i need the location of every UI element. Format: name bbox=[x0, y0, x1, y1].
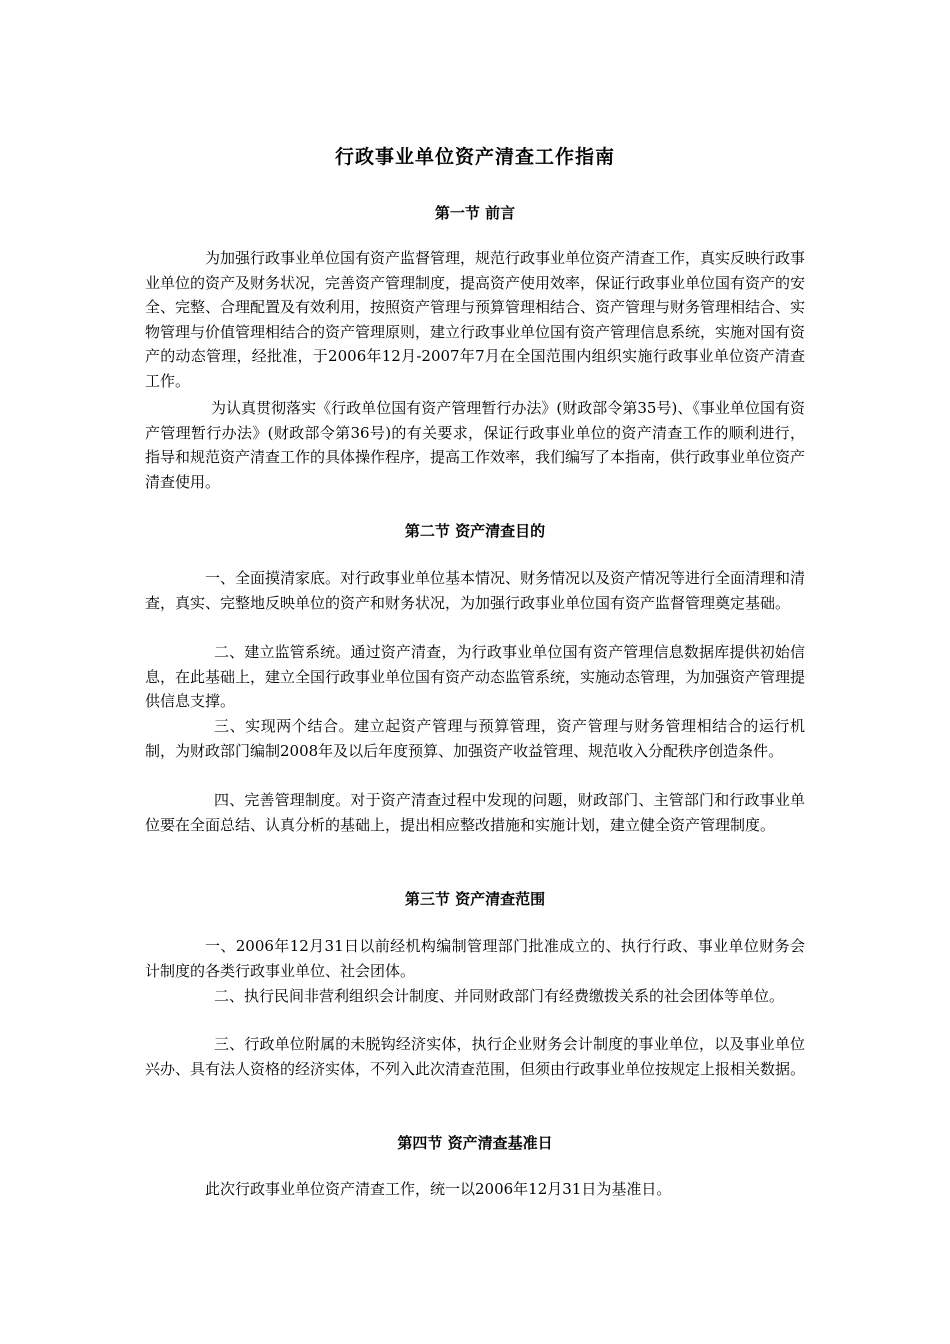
section-4-paragraph-1: 此次行政事业单位资产清查工作，统一以2006年12月31日为基准日。 bbox=[205, 1180, 672, 1198]
section-2-paragraph-3: 三、实现两个结合。建立起资产管理与预算管理，资产管理与财务管理相结合的运行机制，为财政部门编制2008年及以后年度预算、加强资产收益管理、规范收入分配秩序创造条件。 bbox=[145, 717, 805, 760]
section-1-paragraph-2: 为认真贯彻落实《行政单位国有资产管理暂行办法》(财政部令第35号)、《事业单位国有资产管理暂行办法》(财政部令第36号)的有关要求，保证行政事业单位的资产清查工作的顺利进行，指导和规范资产清查工作的具体操作程序，提高工作效率，我们编写了本指南，供行政事业单位资产清查使用。 bbox=[145, 399, 806, 491]
section-2-paragraph-2: 二、建立监管系统。通过资产清查，为行政事业单位国有资产管理信息数据库提供初始信息，在此基础上，建立全国行政事业单位国有资产动态监管系统，实施动态管理，为加强资产管理提供信息支撑。 bbox=[145, 643, 806, 710]
section-3-paragraph-3: 三、行政单位附属的未脱钩经济实体，执行企业财务会计制度的事业单位，以及事业单位兴办、具有法人资格的经济实体，不列入此次清查范围，但须由行政事业单位按规定上报相关数据。 bbox=[145, 1035, 806, 1078]
section-heading-1: 第一节 前言 bbox=[434, 204, 516, 222]
document-title: 行政事业单位资产清查工作指南 bbox=[334, 146, 615, 168]
section-3-paragraph-2: 二、执行民间非营利组织会计制度、并同财政部门有经费缴拨关系的社会团体等单位。 bbox=[214, 987, 785, 1005]
section-heading-4: 第四节 资产清查基准日 bbox=[397, 1134, 553, 1152]
section-3-paragraph-1: 一、2006年12月31日以前经机构编制管理部门批准成立的、执行行政、事业单位财务会计制度的各类行政事业单位、社会团体。 bbox=[145, 937, 805, 980]
section-2-paragraph-4: 四、完善管理制度。对于资产清查过程中发现的问题，财政部门、主管部门和行政事业单位要在全面总结、认真分析的基础上，提出相应整改措施和实施计划，建立健全资产管理制度。 bbox=[145, 791, 805, 834]
section-heading-3: 第三节 资产清查范围 bbox=[404, 890, 546, 908]
section-heading-2: 第二节 资产清查目的 bbox=[404, 522, 546, 540]
section-2-paragraph-1: 一、全面摸清家底。对行政事业单位基本情况、财务情况以及资产情况等进行全面清理和清查，真实、完整地反映单位的资产和财务状况，为加强行政事业单位国有资产监督管理奠定基础。 bbox=[145, 569, 806, 612]
section-1-paragraph-1: 为加强行政事业单位国有资产监督管理，规范行政事业单位资产清查工作，真实反映行政事业单位的资产及财务状况，完善资产管理制度，提高资产使用效率，保证行政事业单位国有资产的安全、完整、合理配置及有效利用，按照资产管理与预算管理相结合、资产管理与财务管理相结合、实物管理与价值管理相结合的资产管理原则，建立行政事业单位国有资产管理信息系统，实施对国有资产的动态管理，经批准，于2006年12月-2007年7月在全国范围内组织实施行政事业单位资产清查工作。 bbox=[145, 249, 806, 390]
